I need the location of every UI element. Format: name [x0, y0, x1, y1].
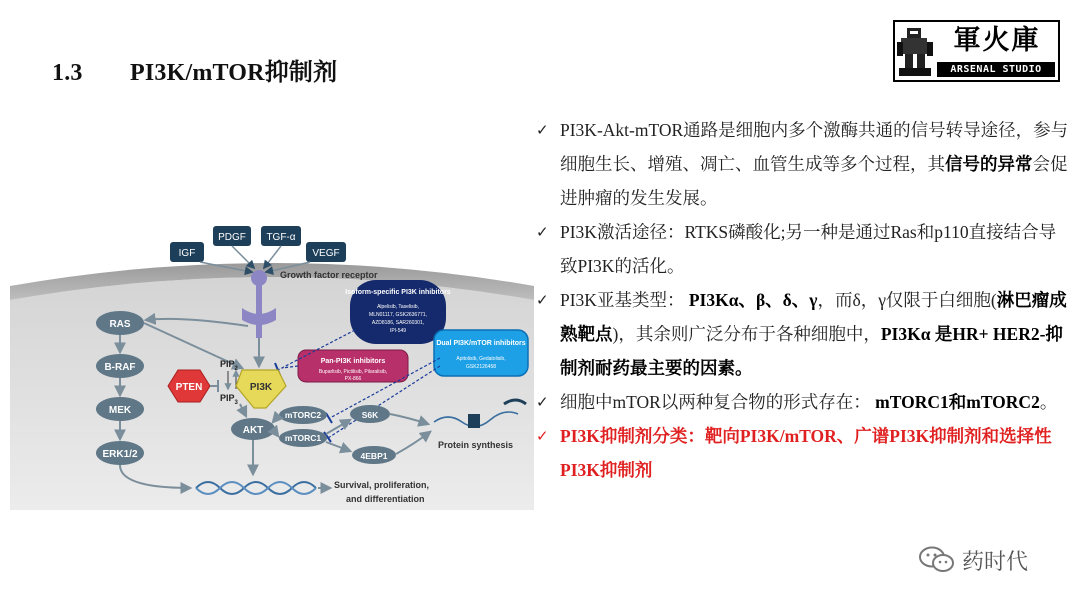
survival-label-line2: and differentiation: [346, 494, 425, 504]
node-ras: [96, 311, 144, 335]
wechat-watermark: [918, 540, 1028, 580]
node-4ebp1: [352, 446, 396, 464]
svg-text:ERK1/2: ERK1/2: [102, 449, 138, 460]
svg-text:S6K: S6K: [361, 410, 379, 420]
node-mek: [96, 397, 144, 421]
check-icon: ✓: [536, 291, 549, 309]
protein-synthesis-label: Protein synthesis: [438, 440, 514, 450]
title-text: PI3K/mTOR抑制剂: [130, 60, 338, 86]
bullet-item-1: ✓ PI3K-Akt-mTOR通路是细胞内多个激酶共通的信号转导途径，参与细胞生长、增殖、凋亡、血管生成等多个过程，其信号的异常会促进肿瘤的发生发展。: [536, 113, 1072, 215]
svg-text:PIP2: $PIP_2$: [220, 359, 238, 372]
node-b-raf: [96, 354, 144, 378]
dual-pi3k-mtor-inhibitors-box: [434, 330, 528, 376]
bullet-item-3: ✓ PI3K亚基类型： PI3Kα、β、δ、γ，而δ，γ仅限于白细胞(淋巴瘤成熟靶点)，其余则广泛分布于各种细胞中，PI3Kα 是HR+ HER2-抑制剂耐药最主要的因素。: [536, 283, 1072, 385]
svg-text:IPI-549: IPI-549: [389, 328, 407, 334]
svg-text:PI3K: PI3K: [249, 382, 273, 393]
arsenal-studio-logo: [893, 20, 1060, 82]
ligand-vegf: [306, 242, 346, 262]
svg-text:Buparlisib, Pictilisib, Pilara: Buparlisib, Pictilisib, Pilaralisib,: [318, 369, 388, 375]
svg-text:mTORC2: mTORC2: [284, 410, 322, 420]
svg-text:AZD8186, SAR260301,: AZD8186, SAR260301,: [371, 320, 425, 326]
svg-text:B-RAF: B-RAF: [104, 362, 136, 373]
bullet-item-2: ✓ PI3K激活途径：RTKS磷酸化;另一种是通过Ras和p110直接结合导致PI3K的活化。: [536, 215, 1072, 283]
page-title: [52, 52, 337, 87]
svg-text:VEGF: VEGF: [312, 248, 340, 259]
wechat-icon: [918, 545, 956, 575]
bullet-list: [536, 113, 1072, 487]
svg-text:MEK: MEK: [108, 405, 132, 416]
svg-text:4EBP1: 4EBP1: [360, 451, 388, 461]
receptor-label: Growth factor receptor: [280, 270, 378, 280]
pan-pi3k-inhibitors-box: [298, 350, 408, 382]
pi3k-pathway-diagram: [10, 208, 534, 510]
check-icon: ✓: [536, 427, 549, 445]
ligand-pdgf: [213, 226, 251, 246]
check-icon: ✓: [536, 393, 549, 411]
bullet-item-5: ✓ PI3K抑制剂分类：靶向PI3K/mTOR、广谱PI3K抑制剂和选择性PI3K抑制剂: [536, 419, 1072, 487]
svg-text:Dual PI3K/mTOR inhibitors: Dual PI3K/mTOR inhibitors: [436, 340, 526, 347]
bullet-item-4: ✓ 细胞中mTOR以两种复合物的形式存在： mTORC1和mTORC2。: [536, 385, 1072, 419]
node-akt: [231, 418, 275, 440]
mech-robot-icon: [897, 24, 933, 78]
check-icon: ✓: [536, 223, 549, 241]
svg-text:GSK2126458: GSK2126458: [465, 364, 497, 370]
svg-text:Apitolisib, Gedatolisib,: Apitolisib, Gedatolisib,: [456, 356, 506, 362]
svg-text:PX-866: PX-866: [344, 376, 362, 382]
ligand-igf: [170, 242, 204, 262]
svg-text:PIP3: $PIP_3$: [220, 393, 238, 406]
svg-text:MLN01117, GSK2636771,: MLN01117, GSK2636771,: [369, 312, 427, 318]
ligand-tgf-alpha: [261, 226, 301, 246]
logo-english-text: ARSENAL STUDIO: [937, 62, 1055, 77]
svg-text:Alpelisib, Taselisib,: Alpelisib, Taselisib,: [377, 304, 419, 310]
svg-text:IGF: IGF: [178, 248, 196, 259]
svg-text:mTORC1: mTORC1: [284, 433, 322, 443]
node-mtorc1: [279, 429, 327, 447]
node-erk: [96, 441, 144, 465]
svg-text:PDGF: PDGF: [218, 232, 246, 243]
logo-chinese-text: 軍火庫: [953, 25, 1041, 56]
section-number: 1.3: [52, 60, 83, 86]
svg-text:AKT: AKT: [242, 425, 264, 436]
svg-text:Pan-PI3K inhibitors: Pan-PI3K inhibitors: [320, 358, 386, 365]
svg-text:Isoform-specific PI3K inhibito: Isoform-specific PI3K inhibitors: [345, 289, 451, 296]
node-mtorc2: [279, 406, 327, 424]
svg-text:TGF-α: TGF-α: [266, 232, 296, 243]
svg-text:PTEN: PTEN: [175, 382, 203, 393]
check-icon: ✓: [536, 121, 549, 139]
survival-label-line1: Survival, proliferation,: [334, 480, 430, 490]
watermark-text: 药时代: [962, 549, 1029, 575]
node-s6k: [350, 405, 390, 423]
svg-text:RAS: RAS: [109, 319, 131, 330]
